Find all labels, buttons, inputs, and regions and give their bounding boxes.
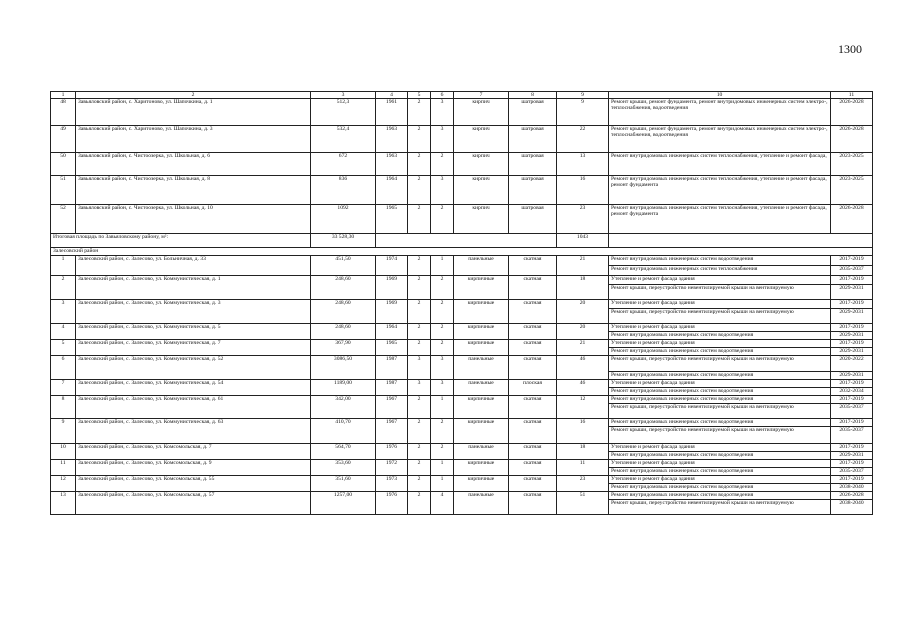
total-apartments: 1043 [557,234,609,248]
area-cell: 3086,50 [311,356,376,380]
address-cell: Залесовский район, с. Залесово, ул. Комсомольская, д. 7 [76,444,311,460]
column-number: 4 [376,92,408,99]
floors-cell: 2 [408,476,431,492]
row-number: 6 [51,356,76,380]
work-cell: Утепление и ремонт фасада здания [609,476,831,484]
column-number: 5 [408,92,431,99]
address-cell: Залесовский район, с. Залесово, ул. Коммунистическая, д. 5 [76,324,311,340]
row-number: 13 [51,492,76,515]
period-cell: 2017-2019 [831,396,873,404]
work-cell: Ремонт внутридомовых инженерных систем водоотведения [609,388,831,396]
work-cell: Ремонт внутридомовых инженерных систем водоотведения [609,468,831,476]
table-row [51,476,873,484]
row-number: 1 [51,256,76,276]
entrances-cell: 2 [431,205,454,234]
row-number: 51 [51,176,76,205]
work-cell: Ремонт внутридомовых инженерных систем теплоснабжения, утепление и ремонт фасада, ремонт фундамента [609,205,831,234]
floors-cell: 2 [408,99,431,126]
roof-type-cell: шатровая [509,99,557,126]
address-cell: Залесовский район, с. Залесово, ул. Коммунистическая, д. 61 [76,396,311,419]
entrances-cell: 2 [431,340,454,356]
work-cell: Ремонт внутридомовых инженерных систем водоотведения [609,348,831,356]
area-cell: 672 [311,153,376,176]
work-cell: Утепление и ремонт фасада здания [609,444,831,452]
floors-cell: 3 [408,356,431,380]
period-cell: 2035-2037 [831,404,873,419]
row-number: 7 [51,380,76,396]
period-cell: 2035-2037 [831,468,873,476]
period-cell: 2023-2025 [831,176,873,205]
wall-material-cell: кирпич [454,153,509,176]
work-cell: Ремонт крыши, переустройство невентилируемой крыши на вентилируемую [609,427,831,444]
floors-cell: 2 [408,300,431,324]
column-number: 9 [557,92,609,99]
floors-cell: 2 [408,492,431,515]
work-cell: Ремонт крыши, ремонт фундамента, ремонт внутридомовых инженерных систем электро-, теплоснабжения, водоотведения [609,126,831,153]
period-cell: 2017-2019 [831,380,873,388]
address-cell: Залесовский район, с. Залесово, ул. Коммунистическая, д. 3 [76,300,311,324]
work-cell: Ремонт крыши, переустройство невентилируемой крыши на вентилируемую [609,309,831,324]
entrances-cell: 3 [431,356,454,380]
table-row [51,99,873,126]
area-cell: 1189,00 [311,380,376,396]
year-cell: 1967 [376,396,408,419]
roof-type-cell: шатровая [509,153,557,176]
apartments-cell: 23 [557,476,609,492]
wall-material-cell: кирпичные [454,460,509,476]
row-number: 2 [51,276,76,300]
area-cell: 451,50 [311,256,376,276]
address-cell: Завьяловский район, с. Харитоново, ул. Шапочкина, д. 1 [76,99,311,126]
period-cell: 2020-2022 [831,356,873,372]
roof-type-cell: скатная [509,276,557,300]
area-cell: 836 [311,176,376,205]
apartments-cell: 21 [557,340,609,356]
area-cell: 367,90 [311,340,376,356]
row-number: 50 [51,153,76,176]
year-cell: 1987 [376,356,408,380]
period-cell: 2032-2034 [831,388,873,396]
apartments-cell: 18 [557,444,609,460]
roof-type-cell: скатная [509,356,557,380]
floors-cell: 2 [408,205,431,234]
area-cell: 1257,00 [311,492,376,515]
work-cell: Ремонт внутридомовых инженерных систем водоотведения [609,256,831,266]
table-row [51,276,873,285]
area-cell: 248,60 [311,276,376,300]
empty-cell [376,234,557,248]
floors-cell: 2 [408,340,431,356]
column-number: 6 [431,92,454,99]
row-number: 3 [51,300,76,324]
roof-type-cell: плоская [509,380,557,396]
work-cell: Ремонт внутридомовых инженерных систем водоотведения [609,492,831,500]
area-cell: 342,00 [311,396,376,419]
column-number: 10 [609,92,831,99]
entrances-cell: 1 [431,476,454,492]
roof-type-cell: скатная [509,340,557,356]
apartments-cell: 46 [557,356,609,380]
year-cell: 1987 [376,380,408,396]
entrances-cell: 2 [431,324,454,340]
entrances-cell: 3 [431,176,454,205]
row-number: 5 [51,340,76,356]
empty-cell [609,234,873,248]
address-cell: Завьяловский район, с. Чистоозерка, ул. Школьная, д. 10 [76,205,311,234]
roof-type-cell: скатная [509,476,557,492]
apartments-cell: 18 [557,276,609,300]
row-number: 11 [51,460,76,476]
table-row [51,340,873,348]
table-row [51,460,873,468]
entrances-cell: 2 [431,419,454,444]
period-cell: 2017-2019 [831,256,873,266]
period-cell: 2035-2037 [831,266,873,276]
section-title: Залесовский район [51,248,873,256]
wall-material-cell: панельные [454,356,509,380]
year-cell: 1967 [376,419,408,444]
table-row [51,153,873,176]
table-row [51,356,873,372]
total-label: Итоговая площадь по Завьяловскому району, м²: [51,234,311,248]
entrances-cell: 2 [431,153,454,176]
roof-type-cell: скатная [509,444,557,460]
year-cell: 1976 [376,444,408,460]
table-row [51,380,873,388]
period-cell: 2029-2031 [831,285,873,300]
table-row [51,324,873,332]
entrances-cell: 1 [431,396,454,419]
year-cell: 1961 [376,99,408,126]
year-cell: 1963 [376,126,408,153]
wall-material-cell: кирпич [454,176,509,205]
apartments-cell: 13 [557,153,609,176]
wall-material-cell: кирпич [454,126,509,153]
table-row [51,256,873,266]
housing-repair-table [50,91,873,515]
work-cell: Утепление и ремонт фасада здания [609,460,831,468]
apartments-cell: 20 [557,300,609,324]
period-cell: 2026-2028 [831,492,873,500]
table-row [51,176,873,205]
roof-type-cell: скатная [509,396,557,419]
wall-material-cell: кирпичные [454,340,509,356]
entrances-cell: 2 [431,300,454,324]
year-cell: 1969 [376,300,408,324]
apartments-cell: 22 [557,126,609,153]
period-cell: 2023-2025 [831,153,873,176]
period-cell: 2038-2040 [831,484,873,492]
work-cell: Ремонт внутридомовых инженерных систем водоотведения [609,332,831,340]
wall-material-cell: кирпич [454,99,509,126]
area-cell: 564,70 [311,444,376,460]
address-cell: Залесовский район, с. Залесово, ул. Комсомольская, д. 9 [76,460,311,476]
apartments-cell: 46 [557,380,609,396]
section-row [51,248,873,256]
roof-type-cell: шатровая [509,126,557,153]
year-cell: 1969 [376,276,408,300]
year-cell: 1974 [376,256,408,276]
table-row [51,492,873,500]
work-cell: Ремонт внутридомовых инженерных систем водоотведения [609,452,831,460]
address-cell: Залесовский район, с. Залесово, ул. Коммунистическая, д. 7 [76,340,311,356]
entrances-cell: 2 [431,444,454,460]
period-cell: 2038-2040 [831,500,873,515]
wall-material-cell: панельные [454,444,509,460]
apartments-cell: 9 [557,99,609,126]
table-row [51,419,873,427]
table-row [51,444,873,452]
year-cell: 1963 [376,153,408,176]
area-cell: 1092 [311,205,376,234]
address-cell: Залесовский район, с. Залесово, ул. Коммунистическая, д. 54 [76,380,311,396]
wall-material-cell: кирпич [454,205,509,234]
column-number: 2 [76,92,311,99]
area-cell: 351,60 [311,476,376,492]
period-cell: 2026-2028 [831,205,873,234]
column-number: 8 [509,92,557,99]
period-cell: 2029-2031 [831,309,873,324]
floors-cell: 3 [408,380,431,396]
wall-material-cell: панельные [454,492,509,515]
work-cell: Утепление и ремонт фасада здания [609,380,831,388]
floors-cell: 2 [408,324,431,340]
period-cell: 2017-2019 [831,340,873,348]
table-row [51,396,873,404]
roof-type-cell: скатная [509,300,557,324]
apartments-cell: 51 [557,492,609,515]
row-number: 52 [51,205,76,234]
period-cell: 2029-2031 [831,332,873,340]
wall-material-cell: панельные [454,380,509,396]
year-cell: 1972 [376,460,408,476]
year-cell: 1973 [376,476,408,492]
floors-cell: 2 [408,126,431,153]
area-cell: 248,60 [311,300,376,324]
row-number: 49 [51,126,76,153]
entrances-cell: 3 [431,99,454,126]
address-cell: Залесовский район, с. Залесово, ул. Коммунистическая, д. 1 [76,276,311,300]
work-cell: Ремонт внутридомовых инженерных систем водоотведения [609,396,831,404]
page-number: 1300 [838,42,862,56]
work-cell: Утепление и ремонт фасада здания [609,276,831,285]
wall-material-cell: кирпичные [454,324,509,340]
wall-material-cell: кирпичные [454,396,509,419]
work-cell: Ремонт крыши, переустройство невентилируемой крыши на вентилируемую [609,285,831,300]
apartments-cell: 12 [557,396,609,419]
floors-cell: 2 [408,153,431,176]
work-cell: Ремонт крыши, переустройство невентилируемой крыши на вентилируемую [609,500,831,515]
row-number: 10 [51,444,76,460]
area-cell: 410,70 [311,419,376,444]
total-area: 33 528,30 [311,234,376,248]
apartments-cell: 11 [557,460,609,476]
wall-material-cell: кирпичные [454,476,509,492]
table-row [51,126,873,153]
wall-material-cell: кирпичные [454,419,509,444]
work-cell: Ремонт крыши, переустройство невентилируемой крыши на вентилируемую [609,356,831,372]
floors-cell: 2 [408,256,431,276]
floors-cell: 2 [408,460,431,476]
work-cell: Ремонт внутридомовых инженерных систем водоотведения [609,372,831,380]
period-cell: 2035-2037 [831,427,873,444]
area-cell: 248,60 [311,324,376,340]
table-row [51,300,873,309]
work-cell: Ремонт крыши, ремонт фундамента, ремонт внутридомовых инженерных систем электро-, теплоснабжения, водоотведения [609,99,831,126]
roof-type-cell: скатная [509,460,557,476]
address-cell: Залесовский район, с. Залесово, ул. Комсомольская, д. 55 [76,476,311,492]
period-cell: 2029-2031 [831,372,873,380]
address-cell: Залесовский район, с. Залесово, ул. Больничная, д. 33 [76,256,311,276]
entrances-cell: 1 [431,256,454,276]
area-cell: 512,3 [311,99,376,126]
wall-material-cell: кирпичные [454,276,509,300]
row-number: 8 [51,396,76,419]
year-cell: 1964 [376,324,408,340]
roof-type-cell: скатная [509,256,557,276]
period-cell: 2029-2031 [831,348,873,356]
address-cell: Залесовский район, с. Залесово, ул. Коммунистическая, д. 63 [76,419,311,444]
period-cell: 2026-2028 [831,126,873,153]
table-row [51,205,873,234]
work-cell: Ремонт внутридомовых инженерных систем теплоснабжения, утепление и ремонт фасада, ремонт фундамента [609,176,831,205]
apartments-cell: 20 [557,324,609,340]
apartments-cell: 16 [557,419,609,444]
year-cell: 1976 [376,492,408,515]
floors-cell: 2 [408,444,431,460]
address-cell: Завьяловский район, с. Чистоозерка, ул. Школьная, д. 6 [76,153,311,176]
floors-cell: 2 [408,419,431,444]
apartments-cell: 23 [557,205,609,234]
floors-cell: 2 [408,176,431,205]
floors-cell: 2 [408,276,431,300]
entrances-cell: 4 [431,492,454,515]
work-cell: Утепление и ремонт фасада здания [609,324,831,332]
period-cell: 2017-2019 [831,300,873,309]
row-number: 48 [51,99,76,126]
period-cell: 2017-2019 [831,419,873,427]
entrances-cell: 1 [431,460,454,476]
period-cell: 2017-2019 [831,444,873,452]
apartments-cell: 21 [557,256,609,276]
area-cell: 353,60 [311,460,376,476]
wall-material-cell: панельные [454,256,509,276]
entrances-cell: 3 [431,380,454,396]
column-number: 11 [831,92,873,99]
work-cell: Ремонт внутридомовых инженерных систем водоотведения [609,484,831,492]
work-cell: Ремонт внутридомовых инженерных систем теплоснабжения [609,266,831,276]
year-cell: 1964 [376,176,408,205]
apartments-cell: 16 [557,176,609,205]
floors-cell: 2 [408,396,431,419]
entrances-cell: 3 [431,126,454,153]
entrances-cell: 2 [431,276,454,300]
work-cell: Ремонт крыши, переустройство невентилируемой крыши на вентилируемую [609,404,831,419]
roof-type-cell: шатровая [509,205,557,234]
work-cell: Ремонт внутридомовых инженерных систем водоотведения [609,419,831,427]
address-cell: Завьяловский район, с. Чистоозерка, ул. Школьная, д. 8 [76,176,311,205]
year-cell: 1965 [376,340,408,356]
column-number: 3 [311,92,376,99]
roof-type-cell: шатровая [509,176,557,205]
period-cell: 2017-2019 [831,324,873,332]
period-cell: 2026-2028 [831,99,873,126]
wall-material-cell: кирпичные [454,300,509,324]
work-cell: Ремонт внутридомовых инженерных систем теплоснабжения, утепление и ремонт фасада, [609,153,831,176]
row-number: 4 [51,324,76,340]
row-number: 9 [51,419,76,444]
work-cell: Утепление и ремонт фасада здания [609,340,831,348]
work-cell: Утепление и ремонт фасада здания [609,300,831,309]
column-number: 7 [454,92,509,99]
address-cell: Завьяловский район, с. Харитоново, ул. Шапочкина, д. 3 [76,126,311,153]
total-row [51,234,873,248]
area-cell: 532,4 [311,126,376,153]
address-cell: Залесовский район, с. Залесово, ул. Коммунистическая, д. 52 [76,356,311,380]
address-cell: Залесовский район, с. Залесово, ул. Комсомольская, д. 57 [76,492,311,515]
period-cell: 2029-2031 [831,452,873,460]
period-cell: 2017-2019 [831,476,873,484]
row-number: 12 [51,476,76,492]
period-cell: 2017-2019 [831,276,873,285]
period-cell: 2017-2019 [831,460,873,468]
roof-type-cell: скатная [509,492,557,515]
roof-type-cell: скатная [509,324,557,340]
year-cell: 1965 [376,205,408,234]
column-number: 1 [51,92,76,99]
roof-type-cell: скатная [509,419,557,444]
header-row [51,92,873,99]
